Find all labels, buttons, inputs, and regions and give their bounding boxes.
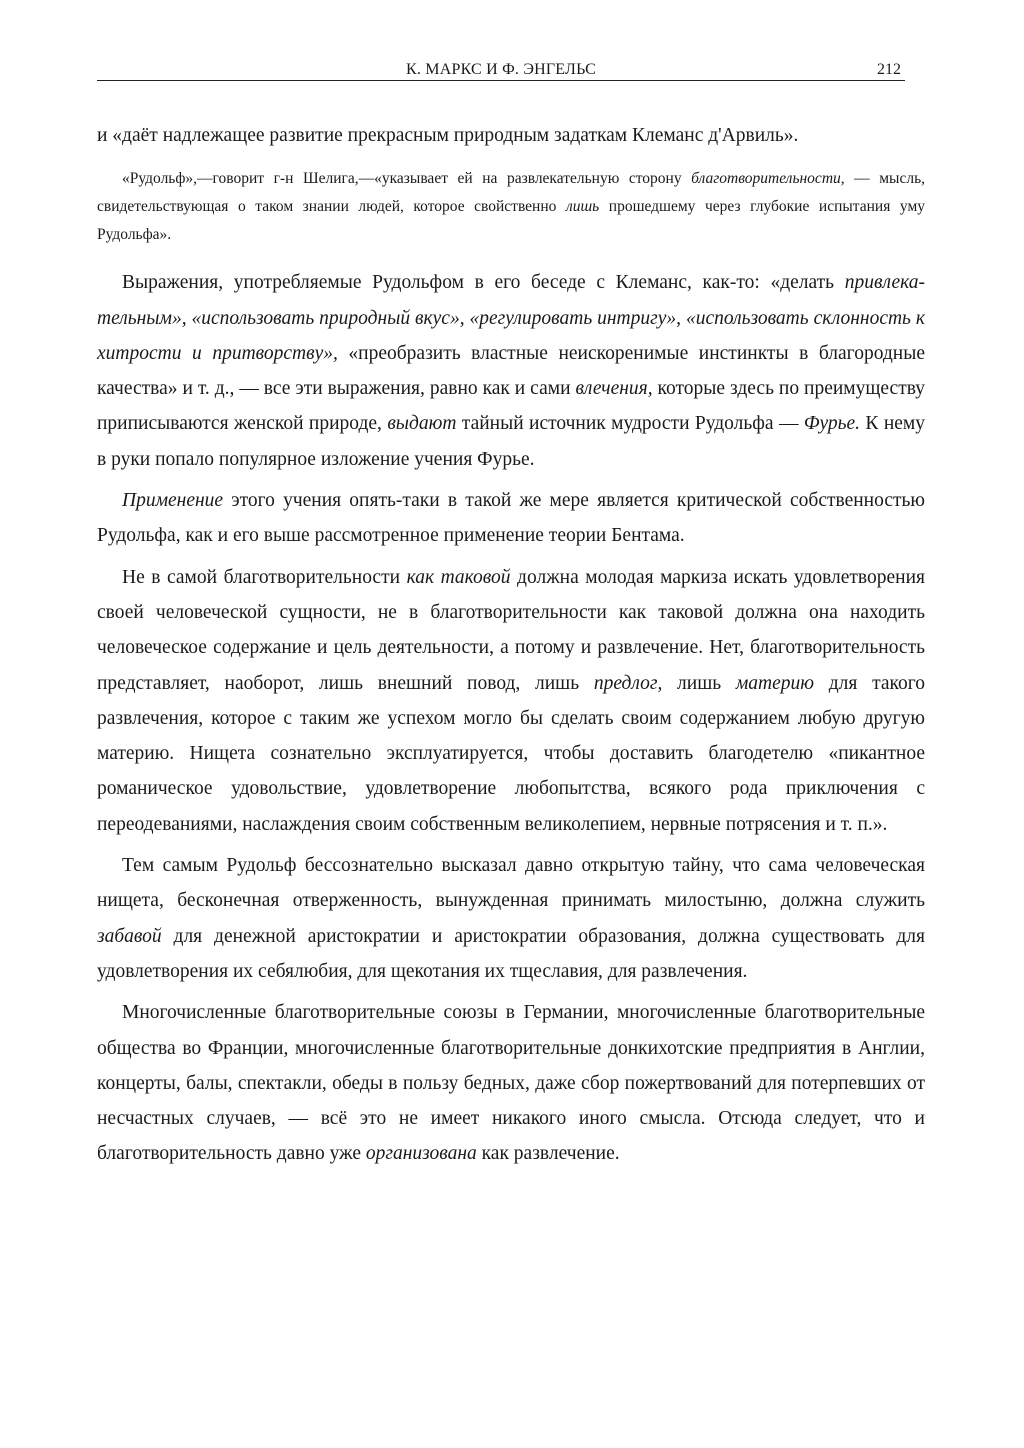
italic-run: лишь <box>565 198 600 216</box>
italic-run: влечения, <box>575 378 653 400</box>
paragraph <box>97 265 925 477</box>
text-run: К нему в руки попало популярное изложение учения Фурье. <box>97 413 925 470</box>
italic-run: организована <box>365 1143 477 1165</box>
paragraph <box>97 848 925 989</box>
paragraph <box>97 118 925 153</box>
text-run: тайный источник мудрости Рудольфа — <box>456 413 804 435</box>
running-title: К. МАРКС И Ф. ЭНГЕЛЬС <box>406 61 596 78</box>
italic-run: предлог, <box>593 672 663 694</box>
italic-run: как таковой <box>406 566 511 588</box>
running-header <box>97 60 905 81</box>
italic-run: Фурье. <box>803 413 861 435</box>
text-run: Тем самым Рудольф бессознательно высказал давно открытую тайну, что сама человеческая нищета, бесконечная отверженность, вынужденная принимать милостыню, должна служить <box>97 855 925 912</box>
italic-run: забавой <box>97 925 162 947</box>
text-run: прошедшему через глубокие испытания уму Рудольфа». <box>97 198 925 244</box>
text-run: Не в самой благотворительности <box>122 566 407 588</box>
text-run: Многочисленные благотворительные союзы в Германии, многочисленные благотворительные общества во Франции, многочисленные благотворительные донкихотские предприятия в Англии, концерты, балы, спектакли, обеды в пользу бедных, даже сбор пожертвований для потерпевших от несчастных случаев, — всё это не имеет никакого иного смысла. Отсюда следует, что и благотворительность давно уже <box>97 1002 925 1165</box>
text-run: которые здесь по преимуществу приписываются женской природе, <box>97 378 926 435</box>
text-run: этого учения опять-таки в такой же мере является критической собственностью Рудольфа, как и его выше рассмотренное применение теории Бентама. <box>97 490 925 547</box>
text-run: для такого развлечения, которое с таким же успехом могло бы сделать своим содержанием любую другую материю. Нищета сознательно эксплуатируется, чтобы доставить благодетелю «пикантное романическое удовольствие, удовлетворение любопытства, всякого рода приключения с переодеваниями, наслаждения своим собственным великолепием, нервные потрясения и т. п.». <box>97 672 925 835</box>
italic-run: привлекательным», «использовать природный вкус», «регулировать интригу», «использовать склонность к хитрости и притворству», <box>97 272 925 364</box>
text-run: как развлечение. <box>476 1143 620 1165</box>
page-body <box>97 118 925 1172</box>
italic-run: благотворительности, <box>691 170 845 188</box>
italic-run: выдают <box>387 413 457 435</box>
text-run: «преобразить властные неискоренимые инстинкты в благородные качества» и т. д., — все эти выражения, равно как и сами <box>97 342 925 400</box>
text-run: Выражения, употребляемые Рудольфом в его беседе с Клеманс, как-то: «делать <box>122 272 845 294</box>
paragraph <box>97 560 925 842</box>
text-run: должна молодая маркиза искать удовлетворения своей человеческой сущности, не в благотворительности как таковой должна она находить человеческое содержание и цель деятельности, а потому и развлечение. Нет, благотворительность представляет, наоборот, лишь внешний повод, лишь <box>97 566 926 694</box>
text-run: для денежной аристократии и аристократии образования, должна существовать для удовлетворения их себялюбия, для щекотания их тщеславия, для развлечения. <box>97 925 925 982</box>
text-run: и «даёт надлежащее развитие прекрасным природным задаткам Клеманс д'Арвиль». <box>97 125 799 146</box>
text-run: — мысль, свидетельствующая о таком знании людей, которое свойственно <box>97 170 926 216</box>
paragraph <box>97 483 925 554</box>
text-run: «Рудольф»,—говорит г-н Шелига,—«указывает ей на развлекательную сторону <box>122 170 692 188</box>
italic-run: материю <box>735 672 815 694</box>
block-quote <box>97 165 925 249</box>
page-number: 212 <box>877 61 901 78</box>
text-run: лишь <box>662 672 736 694</box>
italic-run: Применение <box>122 490 224 512</box>
paragraph <box>97 995 925 1171</box>
